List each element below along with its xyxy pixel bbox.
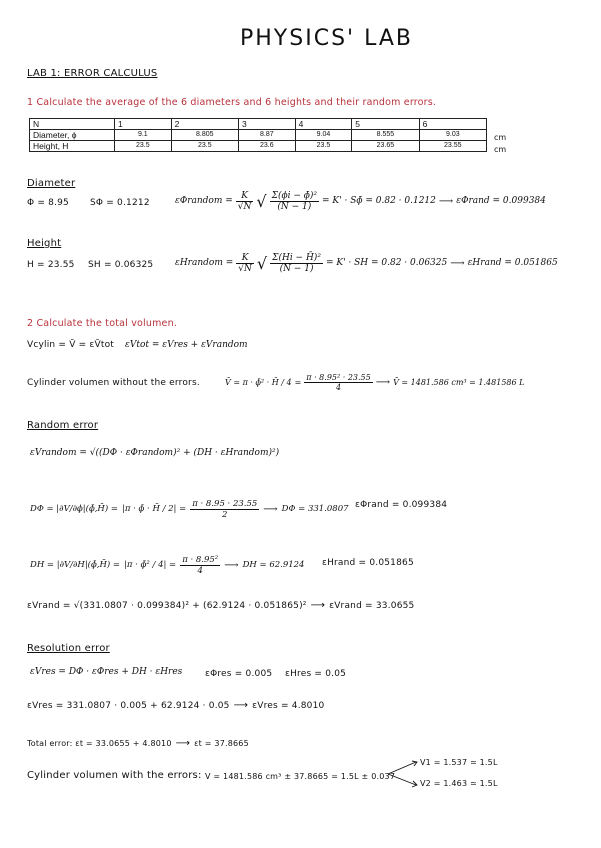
dh-derivation (30, 552, 304, 578)
table-cell: 9.1 (115, 130, 172, 141)
denominator: 4 (335, 382, 342, 392)
denominator: √N (238, 263, 252, 274)
page-title: PHYSICS' LAB (240, 26, 413, 51)
denominator: √N (237, 201, 252, 212)
unit-label: cm (494, 145, 507, 154)
dh-fraction (180, 555, 220, 576)
random-error-formula: εVrandom = √((DΦ · εΦrandom)² + (DH · εHrandom)²) (30, 448, 280, 458)
sqrt-icon: √ (256, 191, 267, 211)
numerator: π · 8.95 · 23.55 (192, 498, 258, 509)
table-cell: 23.5 (115, 141, 172, 152)
ev-random-calc (27, 600, 414, 611)
total-error-definition: εVtot = εVres + εVrandom (125, 340, 248, 350)
resolution-error-heading: Resolution error (27, 643, 110, 654)
ev-result: εVrand = 33.0655 (329, 600, 415, 611)
measurement-table (29, 118, 487, 152)
dh-lhs: DH = |∂V/∂H|(ϕ̄,H̄) = (30, 560, 121, 570)
variance-fraction (270, 253, 323, 274)
row-label: Diameter, ϕ (30, 130, 115, 141)
volume-definition: Vcylin = V̄ = εV̄tot (27, 340, 115, 350)
numerator: Σ(ϕi − ϕ̄)² (271, 190, 318, 201)
sqrt-icon: √ (256, 253, 268, 273)
total-error (27, 738, 249, 749)
volume-fraction (304, 373, 372, 392)
table-cell: 9.04 (295, 130, 352, 141)
height-result: εHrand = 0.051865 (467, 258, 558, 268)
denominator: 4 (197, 565, 203, 576)
total-error-result: εt = 37.8665 (194, 739, 249, 748)
eps-phi-rand: εΦrand = 0.099384 (355, 500, 448, 510)
arrow-right-icon: ⟶ (310, 600, 326, 611)
diameter-error-formula (175, 186, 546, 216)
resolution-result: εVres = 4.8010 (252, 700, 325, 711)
diameter-result: εΦrand = 0.099384 (456, 196, 546, 206)
final-label: Cylinder volumen with the errors: (27, 770, 202, 781)
final-v2: V2 = 1.463 ≃ 1.5L (420, 779, 498, 788)
table-header-cell: 2 (171, 119, 238, 130)
lab-heading: LAB 1: ERROR CALCULUS (27, 68, 158, 79)
resolution-calc (27, 700, 324, 711)
height-error-formula (175, 248, 558, 278)
eps-h-res: εHres = 0.05 (285, 669, 347, 679)
table-header-row (30, 119, 487, 130)
total-error-line: Total error: εt = 33.0655 + 4.8010 (27, 739, 172, 748)
row-label: Height, H (30, 141, 115, 152)
table-header-cell: 5 (352, 119, 419, 130)
diameter-mean: Φ = 8.95 (27, 198, 69, 208)
question-1: 1 Calculate the average of the 6 diameters and 6 heights and their random errors. (27, 97, 437, 108)
table-cell: 23.65 (352, 141, 419, 152)
denominator: (N − 1) (279, 263, 314, 274)
table-cell: 8.87 (238, 130, 295, 141)
unit-label: cm (494, 133, 507, 142)
arrow-right-icon: ⟶ (375, 376, 391, 388)
denominator: 2 (222, 509, 228, 520)
dphi-fraction (190, 499, 259, 520)
k-over-sqrtn (236, 253, 254, 274)
table-cell: 23.5 (295, 141, 352, 152)
table-cell: 9.03 (419, 130, 486, 141)
table-header-cell: 3 (238, 119, 295, 130)
cylinder-volume-formula: V̄ = π · ϕ̄² · H̄ / 4 = $\frac{\text{π · 8.95² · 23.55}}{4}$ ⟶ V̄ = 1481.586 cm³ = 1.481586 L (225, 372, 525, 392)
arrow-right-icon: ⟶ (263, 503, 278, 515)
volume-result: V̄ = 1481.586 cm³ = 1.481586 L (393, 377, 525, 387)
table-row (30, 130, 487, 141)
height-heading: Height (27, 238, 62, 249)
resolution-calc-line: εVres = 331.0807 · 0.005 + 62.9124 · 0.05 (27, 700, 230, 711)
table-cell: 23.5 (171, 141, 238, 152)
arrow-right-icon: ⟶ (233, 700, 249, 711)
cylinder-no-error-label: Cylinder volumen without the errors. (27, 378, 200, 388)
final-value: V = 1481.586 cm³ ± 37.8665 = 1.5L ± 0.037 (205, 772, 396, 781)
formula-rhs: = K' · Sϕ̄ = 0.82 · 0.1212 (322, 196, 436, 206)
table-header-cell: 1 (115, 119, 172, 130)
denominator: (N − 1) (277, 201, 312, 212)
dphi-result: DΦ = 331.0807 (281, 504, 349, 514)
table-row (30, 141, 487, 152)
branch-arrows-icon (386, 758, 420, 788)
variance-fraction (270, 191, 319, 212)
arrow-right-icon: ⟶ (224, 559, 239, 571)
arrow-right-icon: ⟶ (438, 195, 454, 207)
eps-h-rand: εHrand = 0.051865 (322, 558, 414, 568)
dphi-derivation (30, 496, 349, 522)
diameter-heading: Diameter (27, 178, 76, 189)
k-over-sqrtn (236, 191, 254, 212)
question-2: 2 Calculate the total volumen. (27, 318, 178, 329)
final-v1: V1 = 1.537 ≃ 1.5L (420, 758, 498, 767)
formula-rhs: = K' · SH = 0.82 · 0.06325 (325, 258, 448, 268)
dh-result: DH = 62.9124 (242, 560, 305, 570)
numerator: π · 8.95² · 23.55 (306, 372, 371, 382)
arrow-right-icon: ⟶ (175, 738, 191, 749)
volume-formula: V̄ = π · ϕ̄² · H̄ / 4 (225, 377, 292, 387)
table-header-cell: 6 (419, 119, 486, 130)
resolution-formula: εVres = DΦ · εΦres + DH · εHres (30, 667, 183, 677)
formula-lhs: εΦrandom = (175, 196, 233, 206)
arrow-right-icon: ⟶ (450, 257, 465, 269)
table-cell: 8.805 (171, 130, 238, 141)
height-std: SH = 0.06325 (88, 260, 154, 270)
table-cell: 23.55 (419, 141, 486, 152)
numerator: K (236, 191, 254, 202)
table-header-cell: N (30, 119, 115, 130)
table-cell: 23.6 (238, 141, 295, 152)
diameter-std: SΦ = 0.1212 (90, 198, 150, 208)
ev-line: εVrand = √(331.0807 · 0.099384)² + (62.9124 · 0.051865)² (27, 600, 307, 611)
formula-lhs: εHrandom = (175, 258, 234, 268)
dphi-mid: |π · ϕ̄ · H̄ / 2| = (122, 504, 187, 514)
table-cell: 8.555 (352, 130, 419, 141)
numerator: Σ(Hi − H̄)² (272, 252, 321, 263)
numerator: π · 8.95² (182, 554, 219, 565)
numerator: K (236, 253, 254, 264)
dh-mid: |π · ϕ̄² / 4| = (124, 560, 177, 570)
dphi-lhs: DΦ = |∂V/∂ϕ|(ϕ̄,H̄) = (30, 504, 118, 514)
table-header-cell: 4 (295, 119, 352, 130)
height-mean: H = 23.55 (27, 260, 75, 270)
random-error-heading: Random error (27, 420, 99, 431)
eps-phi-res: εΦres = 0.005 (205, 669, 273, 679)
